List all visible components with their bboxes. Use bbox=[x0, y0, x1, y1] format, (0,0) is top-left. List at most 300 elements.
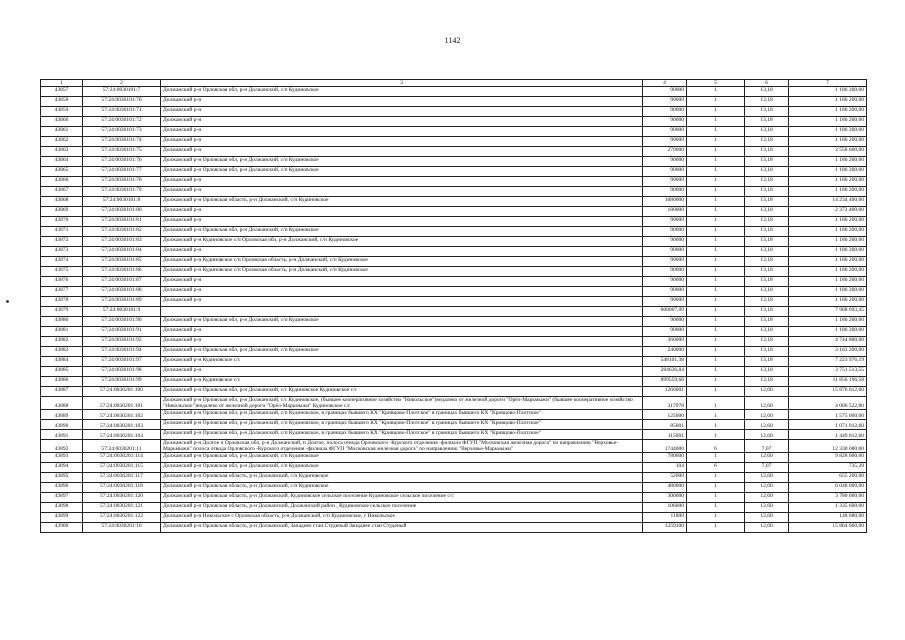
category-value: 1 bbox=[687, 207, 745, 217]
category-value: 1 bbox=[687, 117, 745, 127]
row-number: 43879 bbox=[41, 307, 83, 317]
table-row bbox=[41, 267, 867, 277]
area-value: 780000 bbox=[643, 453, 687, 463]
cadastral-number: 57:24:0030201:102 bbox=[83, 410, 161, 420]
table-row bbox=[41, 367, 867, 377]
category-value: 1 bbox=[687, 257, 745, 267]
row-number: 43876 bbox=[41, 277, 83, 287]
area-value: 90000 bbox=[643, 247, 687, 257]
cost-value: 1 186 200,00 bbox=[789, 327, 867, 337]
cost-value: 4 744 800,00 bbox=[789, 337, 867, 347]
row-number: 43862 bbox=[41, 137, 83, 147]
area-value: 90000 bbox=[643, 187, 687, 197]
rate-value: 12,60 bbox=[745, 430, 789, 440]
area-value: 600007,09 bbox=[643, 307, 687, 317]
table-row bbox=[41, 277, 867, 287]
table-row bbox=[41, 147, 867, 157]
rate-value: 13,18 bbox=[745, 147, 789, 157]
header-col-5: 5 bbox=[687, 80, 745, 87]
category-value: 1 bbox=[687, 167, 745, 177]
location-description: Должанский р-н bbox=[161, 297, 643, 307]
category-value: 6 bbox=[687, 463, 745, 473]
table-row bbox=[41, 387, 867, 397]
area-value: 1080000 bbox=[643, 197, 687, 207]
rate-value: 13,18 bbox=[745, 357, 789, 367]
table-row bbox=[41, 357, 867, 367]
category-value: 1 bbox=[687, 347, 745, 357]
rate-value: 13,18 bbox=[745, 97, 789, 107]
category-value: 1 bbox=[687, 107, 745, 117]
location-description: Должанский р-н Орловская обл, р-н Должанский, с/п Кудиновское bbox=[161, 167, 643, 177]
row-number: 43872 bbox=[41, 237, 83, 247]
table-row bbox=[41, 440, 867, 453]
location-description: Должанский р-н Кудиновское с/п Орловская область, р-н Должанский, с/п Кудиновское bbox=[161, 267, 643, 277]
cost-value: 1 449 012,60 bbox=[789, 430, 867, 440]
row-number: 43895 bbox=[41, 473, 83, 483]
category-value: 1 bbox=[687, 147, 745, 157]
table-row bbox=[41, 187, 867, 197]
location-description: Должанский р-н Орловская область, р-н Должанский, Западнее стан.Студеный Западнее стан Студеный bbox=[161, 523, 643, 533]
rate-value: 13,18 bbox=[745, 87, 789, 97]
table-row bbox=[41, 410, 867, 420]
table-row bbox=[41, 237, 867, 247]
row-number: 43900 bbox=[41, 523, 83, 533]
row-number: 43873 bbox=[41, 247, 83, 257]
table-row bbox=[41, 317, 867, 327]
table-row bbox=[41, 247, 867, 257]
category-value: 1 bbox=[687, 523, 745, 533]
category-value: 1 bbox=[687, 317, 745, 327]
table-row bbox=[41, 127, 867, 137]
table-row bbox=[41, 217, 867, 227]
rate-value: 13,18 bbox=[745, 227, 789, 237]
location-description: Должанский р-н bbox=[161, 117, 643, 127]
rate-value: 13,18 bbox=[745, 167, 789, 177]
table-row bbox=[41, 503, 867, 513]
rate-value: 12,60 bbox=[745, 473, 789, 483]
location-description: Должанский р-н bbox=[161, 187, 643, 197]
rate-value: 13,18 bbox=[745, 157, 789, 167]
cadastral-number: 57:24:0030101:75 bbox=[83, 147, 161, 157]
cadastral-number: 57:24:0030101:90 bbox=[83, 317, 161, 327]
area-value: 11800 bbox=[643, 513, 687, 523]
area-value: 90000 bbox=[643, 257, 687, 267]
registry-table bbox=[40, 79, 867, 533]
area-value: 480000 bbox=[643, 483, 687, 493]
row-number: 43897 bbox=[41, 493, 83, 503]
location-description: Должанский р-н Орловская область, р-н Должанский, Должанский район , Кудиновское сельское поселение bbox=[161, 503, 643, 513]
cost-value: 735,28 bbox=[789, 463, 867, 473]
area-value: 90000 bbox=[643, 107, 687, 117]
table-row bbox=[41, 337, 867, 347]
cost-value: 1 186 200,00 bbox=[789, 157, 867, 167]
category-value: 1 bbox=[687, 237, 745, 247]
area-value: 90000 bbox=[643, 177, 687, 187]
table-row bbox=[41, 257, 867, 267]
rate-value: 13,18 bbox=[745, 197, 789, 207]
row-number: 43884 bbox=[41, 357, 83, 367]
area-value: 90000 bbox=[643, 277, 687, 287]
table-row bbox=[41, 473, 867, 483]
area-value: 90000 bbox=[643, 97, 687, 107]
location-description: Должанский р-н bbox=[161, 327, 643, 337]
cadastral-number: 57:24:0030101:85 bbox=[83, 257, 161, 267]
cost-value: 1 186 200,00 bbox=[789, 267, 867, 277]
area-value: 115001 bbox=[643, 430, 687, 440]
category-value: 1 bbox=[687, 367, 745, 377]
location-description: Должанский р-н Орловская обл, р-н Должанский, с/п Кудиновское, в границах бывшего КХ "Кривцово-Плотское" в границах бывшего КХ "Кривцово-Плотское" bbox=[161, 420, 643, 430]
row-number: 43890 bbox=[41, 420, 83, 430]
cost-value: 1 335 600,00 bbox=[789, 503, 867, 513]
cadastral-number: 57:24:0030201:114 bbox=[83, 453, 161, 463]
cadastral-number: 57:24:0030101:71 bbox=[83, 107, 161, 117]
category-value: 1 bbox=[687, 377, 745, 387]
table-row bbox=[41, 493, 867, 503]
category-value: 1 bbox=[687, 297, 745, 307]
cost-value: 3 558 600,00 bbox=[789, 147, 867, 157]
table-body bbox=[41, 87, 867, 533]
category-value: 1 bbox=[687, 337, 745, 347]
area-value: 240000 bbox=[643, 347, 687, 357]
cost-value: 3 780 000,00 bbox=[789, 493, 867, 503]
cadastral-number: 57:24:0030201:11 bbox=[83, 440, 161, 453]
table-row bbox=[41, 430, 867, 440]
location-description: Должанский р-н Орловская обл, р-н Должанский, с/с Кудиновское, (бывшее кооперативное хозяйство "Никольское")недалеко от железной дороги "Орёл-Марьмыжи" (бывшее кооперативное хозяйство "Никольское")недалеко от железной дороги "Орёл-Марьмыжи" Кудиновское с/с bbox=[161, 397, 643, 410]
location-description: Должанский р-н Орловская обл, р-н Должанский, с/п Кудиновское, в границах бывшего КХ "Кривцово-Плотское" в границах бывшего КХ "Кривцово-Плотское" bbox=[161, 410, 643, 420]
cost-value: 9 828 000,00 bbox=[789, 453, 867, 463]
table-header-row bbox=[41, 80, 867, 87]
table-row bbox=[41, 157, 867, 167]
area-value: 90000 bbox=[643, 237, 687, 247]
category-value: 1 bbox=[687, 247, 745, 257]
category-value: 1 bbox=[687, 187, 745, 197]
rate-value: 12,60 bbox=[745, 397, 789, 410]
category-value: 6 bbox=[687, 440, 745, 453]
table-row bbox=[41, 207, 867, 217]
header-col-6: 6 bbox=[745, 80, 789, 87]
row-number: 43896 bbox=[41, 483, 83, 493]
rate-value: 13,18 bbox=[745, 257, 789, 267]
header-col-1: 1 bbox=[41, 80, 83, 87]
location-description: Должанский р-н bbox=[161, 147, 643, 157]
category-value: 1 bbox=[687, 453, 745, 463]
location-description: Должанский р-н Кудиновское с/с bbox=[161, 377, 643, 387]
cadastral-number: 57:24:0030101:99 bbox=[83, 377, 161, 387]
header-col-2: 2 bbox=[83, 80, 161, 87]
cost-value: 1 071 012,60 bbox=[789, 420, 867, 430]
location-description: Должанский р-н bbox=[161, 287, 643, 297]
cost-value: 1 186 200,00 bbox=[789, 237, 867, 247]
rate-value: 7,07 bbox=[745, 463, 789, 473]
location-description: Должанский р-н Орловская область, р-н Должанский, Кудиновское сельское поселение Кудиновское сельское поселение с/с bbox=[161, 493, 643, 503]
cadastral-number: 57:24:0030101:82 bbox=[83, 227, 161, 237]
area-value: 284636,84 bbox=[643, 367, 687, 377]
cadastral-number: 57:24:0030101:89 bbox=[83, 297, 161, 307]
location-description: Должанский р-н Кудиновское с/п Орловская область, р-н Должанский, с/п Кудиновское bbox=[161, 257, 643, 267]
area-value: 548101,38 bbox=[643, 357, 687, 367]
cadastral-number: 57:24:0030101:87 bbox=[83, 277, 161, 287]
location-description: Должанский р-н Орловская обл, р-н Должанский, с/п Кудиновское bbox=[161, 317, 643, 327]
area-value: 106000 bbox=[643, 503, 687, 513]
row-number: 43889 bbox=[41, 410, 83, 420]
category-value: 1 bbox=[687, 87, 745, 97]
area-value: 90000 bbox=[643, 287, 687, 297]
cadastral-number: 57:24:0030101:83 bbox=[83, 237, 161, 247]
row-number: 43875 bbox=[41, 267, 83, 277]
cadastral-number: 57:24:0030201:104 bbox=[83, 430, 161, 440]
row-number: 43859 bbox=[41, 107, 83, 117]
cadastral-number: 57:24:0030201:118 bbox=[83, 483, 161, 493]
cost-value: 15 864 660,00 bbox=[789, 523, 867, 533]
cost-value: 11 856 196,58 bbox=[789, 377, 867, 387]
cadastral-number: 57:24:0030101:97 bbox=[83, 357, 161, 367]
category-value: 1 bbox=[687, 287, 745, 297]
cost-value: 2 372 400,00 bbox=[789, 207, 867, 217]
cadastral-number: 57:24:0030101:72 bbox=[83, 117, 161, 127]
cadastral-number: 57:24:0030101:80 bbox=[83, 207, 161, 217]
cadastral-number: 57:24:0030201:121 bbox=[83, 503, 161, 513]
rate-value: 13,18 bbox=[745, 367, 789, 377]
row-number: 43892 bbox=[41, 440, 83, 453]
row-number: 43858 bbox=[41, 97, 83, 107]
rate-value: 13,18 bbox=[745, 217, 789, 227]
table-row bbox=[41, 483, 867, 493]
area-value: 90000 bbox=[643, 317, 687, 327]
location-description: Должанский р-н Орловская обл, р-н Должанский, с/с Кудиновское Кудиновское с/с bbox=[161, 387, 643, 397]
row-number: 43857 bbox=[41, 87, 83, 97]
row-number: 43887 bbox=[41, 387, 83, 397]
cadastral-number: 57:24:0030101:91 bbox=[83, 327, 161, 337]
cadastral-number: 57:24:0030201:101 bbox=[83, 397, 161, 410]
category-value: 1 bbox=[687, 513, 745, 523]
rate-value: 13,18 bbox=[745, 267, 789, 277]
category-value: 1 bbox=[687, 177, 745, 187]
rate-value: 13,18 bbox=[745, 297, 789, 307]
table-row bbox=[41, 397, 867, 410]
area-value: 90000 bbox=[643, 137, 687, 147]
location-description: Должанский р-н bbox=[161, 177, 643, 187]
rate-value: 13,18 bbox=[745, 247, 789, 257]
cadastral-number: 57:24:0030201:103 bbox=[83, 420, 161, 430]
cadastral-number: 57:24:0030101:98 bbox=[83, 367, 161, 377]
cadastral-number: 57:24:0030101:7 bbox=[83, 87, 161, 97]
category-value: 1 bbox=[687, 217, 745, 227]
location-description: Должанский р-н Орловская область, р-н Должанский, с/п Кудиновское bbox=[161, 483, 643, 493]
row-number: 43868 bbox=[41, 197, 83, 207]
area-value: 52000 bbox=[643, 473, 687, 483]
row-number: 43880 bbox=[41, 317, 83, 327]
cost-value: 1 186 200,00 bbox=[789, 107, 867, 117]
category-value: 1 bbox=[687, 493, 745, 503]
cadastral-number: 57:24:0030101:92 bbox=[83, 337, 161, 347]
cost-value: 1 186 200,00 bbox=[789, 297, 867, 307]
area-value: 90000 bbox=[643, 297, 687, 307]
table-row bbox=[41, 167, 867, 177]
row-number: 43865 bbox=[41, 167, 83, 177]
cadastral-number: 57:24:0030201:120 bbox=[83, 493, 161, 503]
row-number: 43894 bbox=[41, 463, 83, 473]
rate-value: 13,18 bbox=[745, 277, 789, 287]
table-row bbox=[41, 227, 867, 237]
location-description: Должанский р-н Долгое п Орловская обл, р-н Должанский, п Долгое, полоса отвода Орловского -Курского отделения -филиала ФГУП "Московская железная дорога" по направлению "Верховье-Марьмыжи" полоса отвода Орловского -Курского отделения -филиала ФГУП "Московская железная дорога" по направлению "Верховье-Марьмыжи" bbox=[161, 440, 643, 453]
category-value: 1 bbox=[687, 430, 745, 440]
area-value: 90000 bbox=[643, 167, 687, 177]
cost-value: 148 680,00 bbox=[789, 513, 867, 523]
cost-value: 1 186 200,00 bbox=[789, 187, 867, 197]
rate-value: 12,60 bbox=[745, 503, 789, 513]
row-number: 43886 bbox=[41, 377, 83, 387]
area-value: 90000 bbox=[643, 117, 687, 127]
row-number: 43860 bbox=[41, 117, 83, 127]
cadastral-number: 57:24:0030101:81 bbox=[83, 217, 161, 227]
location-description: Должанский р-н bbox=[161, 107, 643, 117]
rate-value: 13,18 bbox=[745, 127, 789, 137]
area-value: 1260001 bbox=[643, 387, 687, 397]
cost-value: 1 186 200,00 bbox=[789, 117, 867, 127]
location-description: Должанский р-н Кудиновское с/п Орловская обл, р-н Должанский, с/п Кудиновское bbox=[161, 237, 643, 247]
cost-value: 1 186 200,00 bbox=[789, 287, 867, 297]
cost-value: 1 186 200,00 bbox=[789, 127, 867, 137]
category-value: 1 bbox=[687, 357, 745, 367]
location-description: Должанский р-н Орловская обл, р-н Должанский, с/п Кудиновское bbox=[161, 453, 643, 463]
category-value: 1 bbox=[687, 197, 745, 207]
row-number: 43871 bbox=[41, 227, 83, 237]
area-value: 90000 bbox=[643, 157, 687, 167]
cost-value: 1 186 200,00 bbox=[789, 277, 867, 287]
table-row bbox=[41, 347, 867, 357]
category-value: 1 bbox=[687, 97, 745, 107]
cadastral-number: 57:24:0030101:70 bbox=[83, 97, 161, 107]
row-number: 43878 bbox=[41, 297, 83, 307]
page-number: 1142 bbox=[444, 36, 461, 45]
cost-value: 12 330 080,00 bbox=[789, 440, 867, 453]
location-description: Должанский р-н bbox=[161, 97, 643, 107]
rate-value: 12,60 bbox=[745, 513, 789, 523]
cadastral-number: 57:24:0030201:100 bbox=[83, 387, 161, 397]
row-number: 43882 bbox=[41, 337, 83, 347]
location-description: Должанский р-н bbox=[161, 247, 643, 257]
cost-value: 15 876 012,60 bbox=[789, 387, 867, 397]
rate-value: 13,18 bbox=[745, 187, 789, 197]
location-description: Должанский р-н bbox=[161, 337, 643, 347]
cost-value: 1 186 200,00 bbox=[789, 317, 867, 327]
header-col-4: 4 bbox=[643, 80, 687, 87]
rate-value: 13,18 bbox=[745, 287, 789, 297]
row-number: 43881 bbox=[41, 327, 83, 337]
category-value: 1 bbox=[687, 397, 745, 410]
table-row bbox=[41, 523, 867, 533]
rate-value: 13,18 bbox=[745, 347, 789, 357]
row-number: 43870 bbox=[41, 217, 83, 227]
location-description: Должанский р-н Орловская обл, р-н Должанский, с/п Кудиновское bbox=[161, 463, 643, 473]
cost-value: 6 048 000,00 bbox=[789, 483, 867, 493]
location-description: Должанский р-н Орловская обл, р-н Должанский, с/п Кудиновское bbox=[161, 347, 643, 357]
location-description: Должанский р-н Орловская обл, р-н Должанский, с/п Кудиновское bbox=[161, 157, 643, 167]
row-number: 43893 bbox=[41, 453, 83, 463]
area-value: 90000 bbox=[643, 127, 687, 137]
area-value: 90000 bbox=[643, 217, 687, 227]
row-number: 43874 bbox=[41, 257, 83, 267]
location-description: Должанский р-н Орловская область, р-н Должанский, с/п Кудиновское bbox=[161, 473, 643, 483]
area-value: 90000 bbox=[643, 267, 687, 277]
cadastral-number: 57:24:0030201:122 bbox=[83, 513, 161, 523]
rate-value: 12,60 bbox=[745, 410, 789, 420]
area-value: 300000 bbox=[643, 493, 687, 503]
table-row bbox=[41, 87, 867, 97]
row-number: 43866 bbox=[41, 177, 83, 187]
row-number: 43899 bbox=[41, 513, 83, 523]
rate-value: 12,60 bbox=[745, 387, 789, 397]
cost-value: 3 751 513,55 bbox=[789, 367, 867, 377]
cadastral-number: 57:24:0030101:77 bbox=[83, 167, 161, 177]
cadastral-number: 57:24:0030101:73 bbox=[83, 127, 161, 137]
rate-value: 13,18 bbox=[745, 177, 789, 187]
table-row bbox=[41, 287, 867, 297]
row-number: 43877 bbox=[41, 287, 83, 297]
rate-value: 13,18 bbox=[745, 337, 789, 347]
table-row bbox=[41, 107, 867, 117]
cadastral-number: 57:24:0030201:115 bbox=[83, 463, 161, 473]
cadastral-number: 57:24:0030101:78 bbox=[83, 177, 161, 187]
cost-value: 3 163 200,00 bbox=[789, 347, 867, 357]
cost-value: 1 186 200,00 bbox=[789, 137, 867, 147]
row-number: 43869 bbox=[41, 207, 83, 217]
row-number: 43883 bbox=[41, 347, 83, 357]
area-value: 1744000 bbox=[643, 440, 687, 453]
table-row bbox=[41, 297, 867, 307]
area-value: 360000 bbox=[643, 337, 687, 347]
table-row bbox=[41, 463, 867, 473]
cost-value: 4 006 522,80 bbox=[789, 397, 867, 410]
rate-value: 12,60 bbox=[745, 493, 789, 503]
table-row bbox=[41, 177, 867, 187]
category-value: 1 bbox=[687, 227, 745, 237]
location-description: Должанский р-н Орловская обл, р-н Должанский, с/п Кудиновское, в границах бывшего КХ "Кривцово-Плотское" в границах бывшего КХ "Кривцово-Плотское" bbox=[161, 430, 643, 440]
area-value: 317978 bbox=[643, 397, 687, 410]
table-row bbox=[41, 307, 867, 317]
table-row bbox=[41, 377, 867, 387]
rate-value: 13,18 bbox=[745, 137, 789, 147]
area-value: 85001 bbox=[643, 420, 687, 430]
cost-value: 1 186 200,00 bbox=[789, 167, 867, 177]
category-value: 1 bbox=[687, 483, 745, 493]
rate-value: 13,18 bbox=[745, 327, 789, 337]
cost-value: 1 186 200,00 bbox=[789, 177, 867, 187]
cost-value: 1 186 200,00 bbox=[789, 97, 867, 107]
location-description: Должанский р-н bbox=[161, 127, 643, 137]
cadastral-number: 57:24:0030101:76 bbox=[83, 157, 161, 167]
cadastral-number: 57:24:0030101:74 bbox=[83, 137, 161, 147]
category-value: 1 bbox=[687, 127, 745, 137]
rate-value: 13,18 bbox=[745, 237, 789, 247]
rate-value: 13,18 bbox=[745, 377, 789, 387]
cost-value: 655 200,00 bbox=[789, 473, 867, 483]
table-row bbox=[41, 453, 867, 463]
location-description: Должанский р-н Орловская обл, р-н Должанский, с/п Кудиновское bbox=[161, 227, 643, 237]
table-row bbox=[41, 117, 867, 127]
rate-value: 12,60 bbox=[745, 453, 789, 463]
header-col-7: 7 bbox=[789, 80, 867, 87]
row-number: 43863 bbox=[41, 147, 83, 157]
location-description: Должанский р-н bbox=[161, 277, 643, 287]
category-value: 1 bbox=[687, 137, 745, 147]
table-row bbox=[41, 137, 867, 147]
location-description: Должанский р-н Орловская обл, р-н Должанский, с/п Кудиновское bbox=[161, 87, 643, 97]
location-description: Должанский р-н Никольское с Орловская область, р-н Должанский, с/п Кудиновское, с Никольское bbox=[161, 513, 643, 523]
cadastral-number: 57:24:0030101:79 bbox=[83, 187, 161, 197]
cost-value: 7 908 093,45 bbox=[789, 307, 867, 317]
area-value: 90000 bbox=[643, 227, 687, 237]
